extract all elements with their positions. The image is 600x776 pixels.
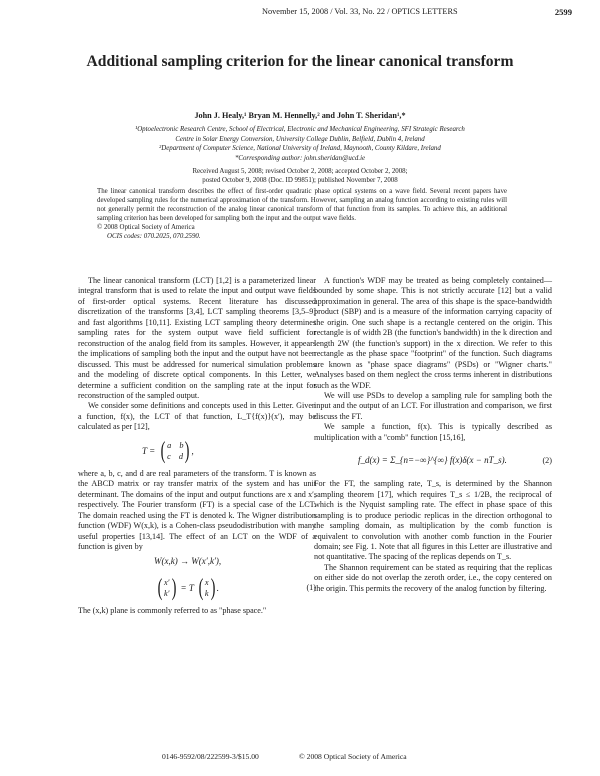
- left-paragraph-4: The (x,k) plane is commonly referred to as "phase space.": [78, 606, 267, 616]
- affiliation-1a: ¹Optoelectronic Research Centre, School of Electrical, Electronic and Mechanical Engineering, SFI Strategic Research: [135, 126, 465, 133]
- right-paragraph-5: The Shannon requirement can be stated as requiring that the replicas on either side do not overlap the zeroth order, i.e., the copy centered on the origin. This permits the recovery of the analog function by filtering.: [314, 562, 552, 593]
- eq1-lhs-k: k′: [164, 589, 170, 599]
- right-paragraph-4: For the FT, the sampling rate, T_s, is determined by the Shannon sampling theorem [17], which requires T_s ≤ 1/2B, the reciprocal of which is the Nyquist sampling rate. The effect in phase space of this sampling is to produce periodic replicas in the direction orthogonal to the sampling domain, as multiplication by the comb function is equivalent to convolution with another comb function in the Fourier domain; see Fig. 1. Note that all figures in this Letter are illustrative and not quantitative. The spacing of the replicas depends on T_s.: [314, 479, 552, 562]
- dates-line-1: Received August 5, 2008; revised October 2, 2008; accepted October 2, 2008;: [192, 168, 408, 175]
- abstract-text: The linear canonical transform describes the effect of first-order quadratic phase optical systems on a wave field. Several recent papers have developed sampling rules for the numerical approximation of the transform. However, sampling an analog function according to existing rules will not generally permit the reconstruction of the analog linear canonical transform of that function from its samples. To achieve this, an additional sampling criterion has been developed for sampling both the input and the output wave fields.: [97, 188, 507, 223]
- affiliation-1b: Centre in Solar Energy Conversion, University College Dublin, Belfield, Dublin 4, Ireland: [175, 135, 425, 143]
- left-column: [78, 276, 316, 617]
- wdf-mapping: W(x,k) → W(x′,k′),: [154, 556, 222, 567]
- eq1-rhs-x: x: [204, 578, 209, 588]
- matrix-d: d: [178, 451, 184, 461]
- ocis-codes: OCIS codes: 070.2025, 070.2590.: [107, 233, 201, 241]
- eq1-lhs-x: x′: [164, 578, 170, 588]
- left-paragraph-1: The linear canonical transform (LCT) [1,2] is a parameterized linear integral transform that is used to relate the input and output wave fields of first-order optical systems. Recent literature has discussed discretization of the transforms [3,4], LCT sampling theorems [3,5–9] and fast algorithms [10,11]. Existing LCT sampling theory determines sampling rates for the system output wave field sufficient for reconstruction of the analog field from its samples. However, it appears the implications of sampling both the input and the output have not been discussed. This must be addressed for numerical simulation problems and the modeling of discrete optical components. In this Letter, we determine a sufficient condition on the sampling rate at the input for reconstruction of the sampled output.: [78, 276, 316, 400]
- abstract-copyright: © 2008 Optical Society of America: [97, 224, 195, 232]
- running-header: [262, 7, 572, 16]
- comb-equation: f_d(x) = Σ_{n=−∞}^{∞} f(x)δ(x − nT_s).: [358, 455, 507, 466]
- matrix-lhs: T =: [142, 445, 156, 456]
- right-paragraph-1: A function's WDF may be treated as being completely contained—bounded by some shape. This is not strictly accurate [12] but a valid approximation in general. The area of this shape is the space-bandwidth product (SBP) and is a measure of the information carrying capacity of the origin. One such shape is a rectangle centered on the origin. This rectangle is of width 2B (the function's bandwidth) in the k direction and length 2W (the function's support) in the x direction. We refer to this rectangle as the phase space "footprint" of the function. Such diagrams are known as "phase space diagrams" (PSDs) or "Wigner charts." Analyses based on them neglect the cross terms inherent in distributions such as the WDF.: [314, 276, 552, 390]
- page-footer: [162, 752, 462, 761]
- eq1-end: .: [216, 583, 219, 594]
- corresponding-author: *Corresponding author: john.sheridan@ucd.ie: [234, 154, 366, 162]
- received-dates: [60, 167, 540, 185]
- eq1-mid: = T: [180, 583, 194, 594]
- right-paragraph-2: We will use PSDs to develop a sampling rule for sampling both the input and the output of an LCT. For illustration and comparison, we first discuss the FT.: [314, 390, 552, 421]
- page-number: 2599: [554, 7, 572, 17]
- right-paragraph-3: We sample a function, f(x). This is typically described as multiplication with a "comb" function [15,16],: [314, 422, 552, 442]
- equation-1: ( x′ k′ ) = T ( x k ) . (1): [157, 575, 316, 602]
- matrix-a: a: [167, 440, 172, 450]
- footer-code: 0146-9592/08/222599-3/$15.00: [162, 752, 259, 761]
- matrix-t-equation: T = ( a b c d ) ,: [142, 437, 194, 464]
- dates-line-2: posted October 9, 2008 (Doc. ID 99851); published November 7, 2008: [202, 177, 398, 184]
- left-paragraph-2: We consider some definitions and concepts used in this Letter. Given a function, f(x), the LCT of that function, L_T{f(x)}(x′), may be calculated as per [12],: [78, 401, 316, 432]
- equation-1-number: (1): [306, 583, 316, 593]
- journal-info: November 15, 2008 / Vol. 33, No. 22 / OPTICS LETTERS: [262, 7, 458, 16]
- right-column: [314, 276, 552, 594]
- left-paragraph-3: where a, b, c, and d are real parameters of the transform. T is known as the ABCD matrix or ray transfer matrix of the system and has unit determinant. The domains of the input and output functions are x and x′, respectively. The Fourier transform (FT) is a special case of the LCT. The domain reached using the FT is denoted k. The Wigner distribution function (WDF) W(x,k), is a Cohen-class pseudodistribution with many useful properties [13,14]. The effect of an LCT on the WDF of a function is given by: [78, 468, 316, 551]
- wdf-equation: [78, 556, 316, 570]
- matrix-b: b: [179, 440, 184, 450]
- paper-title: Additional sampling criterion for the linear canonical transform: [86, 53, 514, 70]
- footer-copyright: © 2008 Optical Society of America: [299, 752, 407, 761]
- eq1-rhs-k: k: [204, 589, 209, 599]
- author-list: John J. Healy,¹ Bryan M. Hennelly,² and John T. Sheridan¹,*: [194, 111, 406, 120]
- abstract: [97, 187, 507, 242]
- equation-2: [314, 447, 552, 475]
- affiliation-2: ²Department of Computer Science, National University of Ireland, Maynooth, County Kildare, Ireland: [159, 145, 441, 152]
- equation-2-number: (2): [542, 456, 552, 466]
- matrix-c: c: [167, 451, 171, 461]
